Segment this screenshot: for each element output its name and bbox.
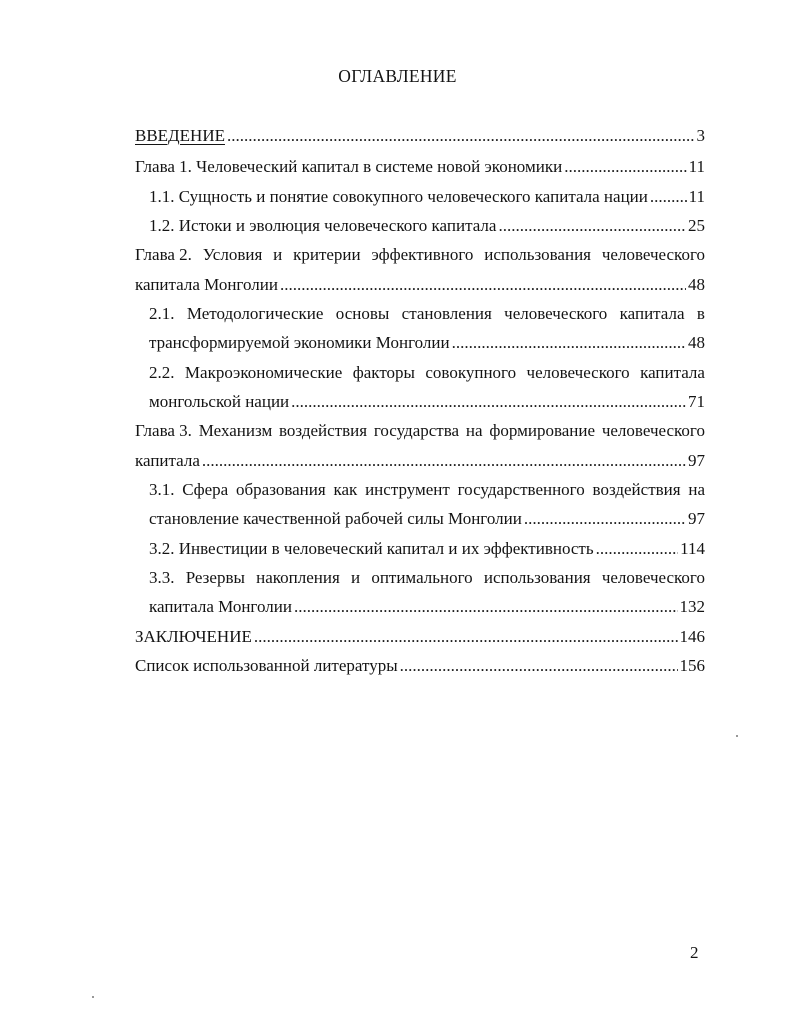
toc-word: 3.1. — [149, 480, 175, 499]
leader-dots — [280, 272, 686, 298]
page-number: 2 — [690, 943, 699, 962]
toc-word: человеческого — [601, 245, 705, 264]
toc-word: накопления — [256, 568, 340, 587]
toc-entry-section-3-3-line2[interactable] — [149, 594, 705, 620]
toc-word: совокупного — [425, 363, 517, 382]
toc-word: становления — [401, 304, 492, 323]
toc-word: капитала — [640, 363, 705, 382]
toc-entry-section-1-1[interactable] — [149, 184, 705, 210]
toc-entry-title-cont: монгольской нации — [149, 392, 290, 411]
toc-entry-title: 1.1. Сущность и понятие совокупного человеческого капитала нации — [149, 187, 648, 206]
toc-word: 2.1. — [149, 304, 175, 323]
toc-word: воздействия — [592, 480, 681, 499]
toc-word: 2.2. — [149, 363, 175, 382]
toc-word: на — [465, 421, 483, 440]
toc-word: Методологические — [186, 304, 324, 323]
toc-word: человеческого — [601, 568, 705, 587]
toc-page-number: 97 — [688, 451, 705, 470]
leader-dots — [294, 594, 678, 620]
toc-word: оптимального — [371, 568, 473, 587]
toc-word: как — [333, 480, 358, 499]
toc-entry-section-3-3-line1[interactable] — [149, 565, 705, 591]
toc-entry-chapter-1[interactable] — [135, 154, 705, 180]
toc-entry-section-2-2-line1[interactable] — [149, 360, 705, 386]
toc-entry-title: ЗАКЛЮЧЕНИЕ — [135, 627, 252, 646]
toc-entry-title: Глава 1. Человеческий капитал в системе новой экономики — [135, 157, 563, 176]
page-title: ОГЛАВЛЕНИЕ — [338, 66, 457, 86]
toc-entry-section-2-1-line2[interactable] — [149, 330, 705, 356]
scan-speck — [92, 996, 94, 998]
toc-entry-title: ВВЕДЕНИЕ — [135, 126, 225, 145]
toc-word: основы — [335, 304, 390, 323]
toc-word: использования — [483, 568, 591, 587]
toc-page-number: 71 — [688, 392, 705, 411]
toc-page-number: 25 — [688, 216, 705, 235]
toc-word: Глава 3. — [135, 421, 192, 440]
toc-word: государственного — [457, 480, 585, 499]
toc-word: эффективного — [371, 245, 474, 264]
toc-word: и — [273, 245, 283, 264]
toc-page-number: 11 — [688, 187, 705, 206]
toc-entry-section-1-2[interactable] — [149, 213, 705, 239]
toc-word: Резервы — [185, 568, 245, 587]
toc-entry-title: 3.2. Инвестиции в человеческий капитал и их эффективность — [149, 539, 594, 558]
toc-entry-bibliography[interactable] — [135, 653, 705, 679]
toc-page-number: 132 — [679, 597, 705, 616]
leader-dots — [400, 653, 678, 679]
toc-word: факторы — [352, 363, 415, 382]
toc-entry-section-3-1-line2[interactable] — [149, 506, 705, 532]
toc-word: человеческого — [601, 421, 705, 440]
toc-word: воздействия — [279, 421, 368, 440]
toc-page-number: 48 — [688, 333, 705, 352]
toc-entry-title-cont: капитала Монголии — [149, 597, 292, 616]
leader-dots — [524, 506, 686, 532]
toc-entry-chapter-2-line2[interactable] — [135, 272, 705, 298]
toc-word: Условия — [202, 245, 263, 264]
leader-dots — [452, 330, 686, 356]
toc-page-number: 3 — [696, 126, 705, 145]
toc-word: инструмент — [365, 480, 450, 499]
toc-page-number: 97 — [688, 509, 705, 528]
toc-word: Механизм — [198, 421, 273, 440]
toc-word: на — [688, 480, 705, 499]
toc-page-number: 114 — [680, 539, 705, 558]
toc-word: формирование — [489, 421, 596, 440]
toc-page-number: 11 — [688, 157, 705, 176]
leader-dots — [596, 536, 679, 562]
toc-word: в — [696, 304, 705, 323]
leader-dots — [650, 184, 687, 210]
toc-entry-chapter-3-line2[interactable] — [135, 448, 705, 474]
toc-entry-title-cont: капитала — [135, 451, 200, 470]
toc-word: использования — [484, 245, 591, 264]
toc-entry-title: 1.2. Истоки и эволюция человеческого капитала — [149, 216, 497, 235]
toc-word: Сфера — [182, 480, 229, 499]
toc-word: человеческого — [526, 363, 630, 382]
toc-word: Макроэкономические — [184, 363, 343, 382]
leader-dots — [564, 154, 686, 180]
toc-entry-intro[interactable] — [135, 123, 705, 149]
toc-word: образования — [236, 480, 326, 499]
toc-entry-section-3-1-line1[interactable] — [149, 477, 705, 503]
scan-speck — [736, 735, 738, 737]
toc-word: государства — [373, 421, 460, 440]
toc-entry-title: Список использованной литературы — [135, 656, 398, 675]
toc-word: 3.3. — [149, 568, 175, 587]
toc-entry-chapter-3-line1[interactable] — [135, 418, 705, 444]
leader-dots — [498, 213, 686, 239]
toc-entry-section-2-2-line2[interactable] — [149, 389, 705, 415]
toc-word: и — [351, 568, 361, 587]
toc-word: человеческого — [504, 304, 608, 323]
toc-word: капитала — [619, 304, 685, 323]
toc-page-number: 156 — [679, 656, 705, 675]
toc-entry-section-2-1-line1[interactable] — [149, 301, 705, 327]
toc-page-number: 48 — [688, 275, 705, 294]
toc-entry-title-cont: становление качественной рабочей силы Монголии — [149, 509, 522, 528]
toc-page-number: 146 — [679, 627, 705, 646]
toc-entry-title-cont: трансформируемой экономики Монголии — [149, 333, 450, 352]
leader-dots — [291, 389, 686, 415]
toc-entry-chapter-2-line1[interactable] — [135, 242, 705, 268]
leader-dots — [227, 123, 695, 149]
toc-word: Глава 2. — [135, 245, 192, 264]
toc-entry-conclusion[interactable] — [135, 624, 705, 650]
leader-dots — [254, 624, 678, 650]
leader-dots — [202, 448, 686, 474]
toc-entry-title-cont: капитала Монголии — [135, 275, 278, 294]
toc-entry-section-3-2[interactable] — [149, 536, 705, 562]
toc-word: критерии — [293, 245, 361, 264]
